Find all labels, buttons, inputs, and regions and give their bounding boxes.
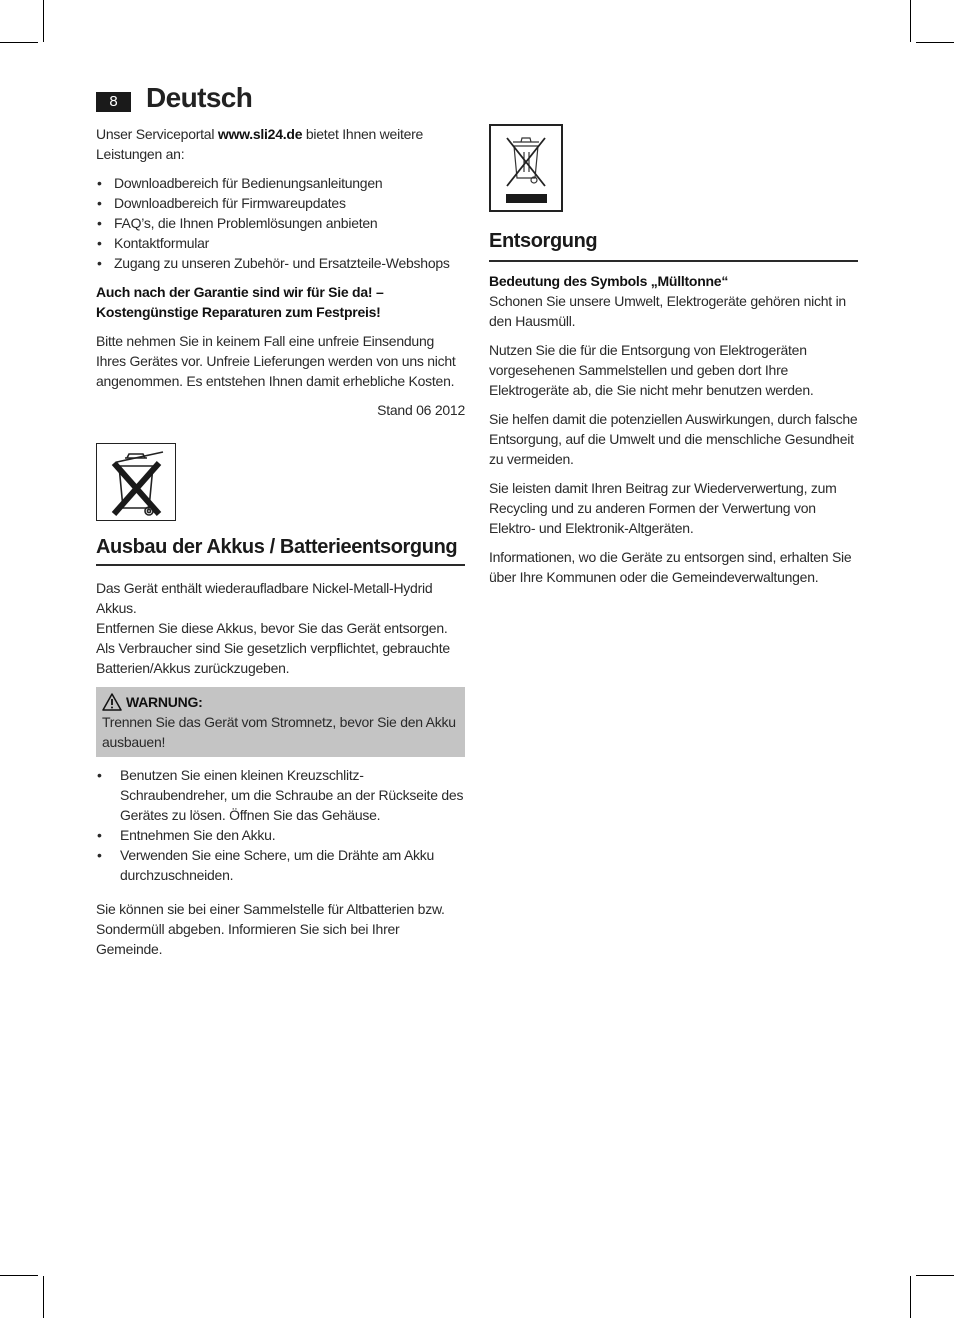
warning-triangle-icon — [102, 693, 122, 711]
crop-mark — [43, 0, 44, 42]
symbol-meaning-subtitle: Bedeutung des Symbols „Mülltonne“ — [489, 273, 729, 289]
disposal-paragraph: Sie helfen damit die potenziellen Auswirkungen, durch falsche Entsorgung, auf die Umwelt und die menschliche Gesundheit zu vermeiden. — [489, 411, 858, 467]
service-intro: Unser Serviceportal www.sli24.de bietet Ihnen weitere Leistungen an: — [96, 126, 424, 162]
crop-mark — [0, 42, 38, 43]
crop-mark — [910, 1276, 911, 1318]
disposal-paragraph: Schonen Sie unsere Umwelt, Elektrogeräte gehören nicht in den Hausmüll. — [489, 293, 846, 329]
crop-mark — [916, 1275, 954, 1276]
warning-text: Trennen Sie das Gerät vom Stromnetz, bevor Sie den Akku ausbauen! — [102, 714, 456, 750]
language-title: Deutsch — [146, 82, 253, 113]
step-item: • Benutzen Sie einen kleinen Kreuzschlitz-Schraubendreher, um die Schraube an der Rückseite des Gerätes zu lösen. Öffnen Sie das Gehäuse. — [96, 765, 465, 825]
service-list — [96, 173, 465, 273]
warning-label: WARNUNG: — [126, 694, 203, 710]
crop-mark — [916, 42, 954, 43]
removal-steps — [96, 765, 465, 885]
crossed-wheelie-bin-icon — [489, 124, 563, 212]
crossed-bin-battery-icon — [96, 443, 176, 521]
unfree-shipment-note: Bitte nehmen Sie in keinem Fall eine unfreie Einsendung Ihres Gerätes vor. Unfreie Lieferungen werden von uns nicht angenommen. Es entstehen Ihnen damit erhebliche Kosten. — [96, 333, 456, 389]
page-number: 8 — [96, 92, 131, 112]
battery-section-title: Ausbau der Akkus / Batterieentsorgung — [96, 534, 465, 566]
battery-info: Das Gerät enthält wiederaufladbare Nickel-Metall-Hydrid Akkus. Entfernen Sie diese Akkus, bevor Sie das Gerät entsorgen. Als Verbraucher sind Sie gesetzlich verpflichtet, gebrauchte Batterien/Akkus zurückzugeben. — [96, 580, 450, 676]
crop-mark — [43, 1276, 44, 1318]
collection-note: Sie können sie bei einer Sammelstelle für Altbatterien bzw. Sondermüll abgeben. Informieren Sie sich bei Ihrer Gemeinde. — [96, 901, 445, 957]
crop-mark — [910, 0, 911, 42]
disposal-section-title: Entsorgung — [489, 228, 858, 262]
guarantee-note: Auch nach der Garantie sind wir für Sie da! – Kostengünstige Reparaturen zum Festpreis! — [96, 284, 384, 320]
service-item: • Zugang zu unseren Zubehör- und Ersatzteile-Webshops — [96, 253, 465, 273]
right-column — [489, 124, 858, 596]
service-item: • Downloadbereich für Bedienungsanleitungen — [96, 173, 465, 193]
disposal-paragraph: Nutzen Sie die für die Entsorgung von Elektrogeräten vorgesehenen Sammelstellen und geben dort Ihre Elektrogeräte ab, die Sie nicht mehr benutzen werden. — [489, 342, 814, 398]
left-column — [96, 124, 465, 968]
step-item: • Entnehmen Sie den Akku. — [96, 825, 465, 845]
warning-heading — [102, 692, 457, 712]
service-item: • Kontaktformular — [96, 233, 465, 253]
disposal-paragraph: Sie leisten damit Ihren Beitrag zur Wiederverwertung, zum Recycling und zu anderen Formen der Verwertung von Elektro- und Elektronik-Altgeräten. — [489, 480, 837, 536]
disposal-paragraph: Informationen, wo die Geräte zu entsorgen sind, erhalten Sie über Ihre Kommunen oder die Gemeindeverwaltungen. — [489, 549, 852, 585]
service-portal-link[interactable]: www.sli24.de — [217, 126, 303, 142]
crop-mark — [0, 1275, 38, 1276]
service-item: • Downloadbereich für Firmwareupdates — [96, 193, 465, 213]
warning-box — [96, 687, 465, 757]
step-item: • Verwenden Sie eine Schere, um die Drähte am Akku durchzuschneiden. — [96, 845, 465, 885]
revision-date: Stand 06 2012 — [377, 402, 465, 418]
service-item: • FAQ’s, die Ihnen Problemlösungen anbieten — [96, 213, 465, 233]
